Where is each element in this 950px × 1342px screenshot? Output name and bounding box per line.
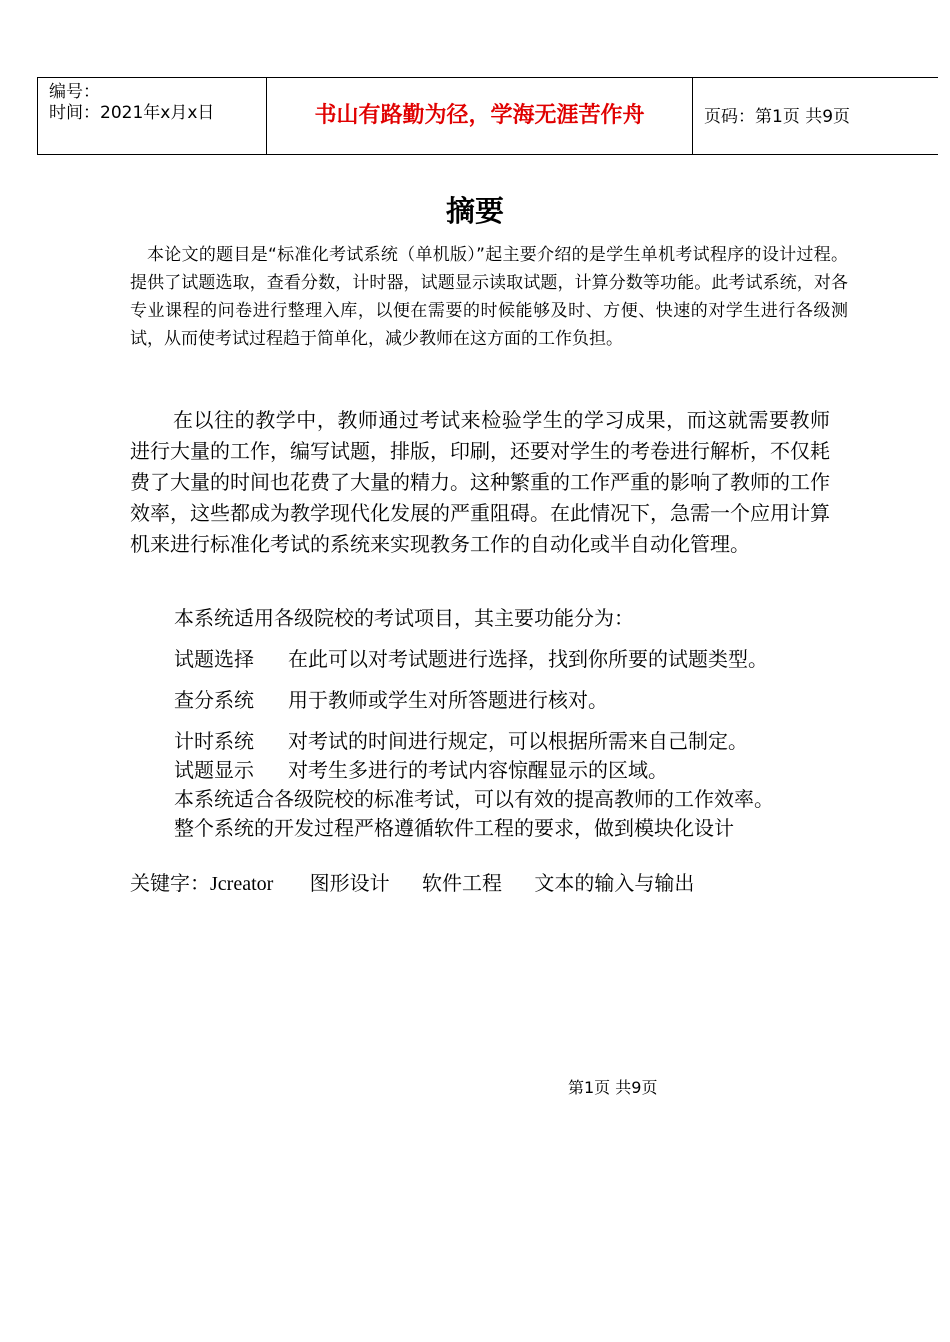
- keywords: [130, 868, 694, 899]
- summary-line: 本系统适合各级院校的标准考试，可以有效的提高教师的工作效率。: [174, 787, 774, 811]
- keywords-label: 关键字：: [130, 871, 210, 895]
- date-label: 时间：2021年x月x日: [49, 103, 215, 123]
- header-info-cell: [38, 78, 267, 154]
- serial-label: 编号：: [49, 82, 100, 102]
- footer-page-number: 第1页 共9页: [568, 1078, 658, 1097]
- motto: 书山有路勤为径，学海无涯苦作舟: [314, 103, 645, 128]
- keyword: 图形设计: [309, 871, 390, 895]
- feature-term: 试题选择: [174, 647, 254, 671]
- feature-item: [174, 727, 748, 755]
- background-text: 在以往的教学中，教师通过考试来检验学生的学习成果，而这就需要教师进行大量的工作，编写试题，排版，印刷，还要对学生的考卷进行解析，不仅耗费了大量的时间也花费了大量的精力。这种繁重的工作严重的影响了教师的工作效率，这些都成为教学现代化发展的严重阻碍。在此情况下，急需一个应用计算机来进行标准化考试的系统来实现教务工作的自动化或半自动化管理。: [130, 408, 830, 556]
- system-intro: 本系统适用各级院校的考试项目，其主要功能分为：: [174, 606, 634, 630]
- keyword: 文本的输入与输出: [534, 871, 695, 895]
- feature-desc: 在此可以对考试题进行选择，找到你所要的试题类型。: [288, 647, 768, 671]
- abstract: [130, 241, 848, 353]
- abstract-text: 本论文的题目是“标准化考试系统（单机版）”起主要介绍的是学生单机考试程序的设计过程。提供了试题选取，查看分数，计时器，试题显示读取试题，计算分数等功能。此考试系统，对各专业课程的问卷进行整理入库，以便在需要的时候能够及时、方便、快速的对学生进行各级测试，从而使考试过程趋于简单化，减少教师在这方面的工作负担。: [130, 245, 848, 349]
- header-page-number: 页码：第1页 共9页: [704, 107, 851, 127]
- header-motto-cell: [267, 78, 693, 154]
- header-page-cell: [693, 78, 939, 154]
- feature-term: 试题显示: [174, 758, 254, 782]
- keyword-tool: Jcreator: [210, 873, 274, 895]
- summary-line: 整个系统的开发过程严格遵循软件工程的要求，做到模块化设计: [174, 816, 734, 840]
- feature-item: [174, 686, 608, 714]
- feature-item: [174, 756, 668, 784]
- feature-desc: 对考生多进行的考试内容惊醒显示的区域。: [288, 758, 668, 782]
- page-title: 摘要: [445, 194, 504, 228]
- feature-term: 计时系统: [174, 729, 254, 753]
- header-table: [37, 77, 938, 155]
- background-paragraph: [130, 405, 830, 560]
- feature-term: 查分系统: [174, 688, 254, 712]
- feature-item: [174, 645, 768, 673]
- feature-desc: 用于教师或学生对所答题进行核对。: [288, 688, 608, 712]
- keyword: 软件工程: [422, 871, 503, 895]
- feature-desc: 对考试的时间进行规定，可以根据所需来自己制定。: [288, 729, 748, 753]
